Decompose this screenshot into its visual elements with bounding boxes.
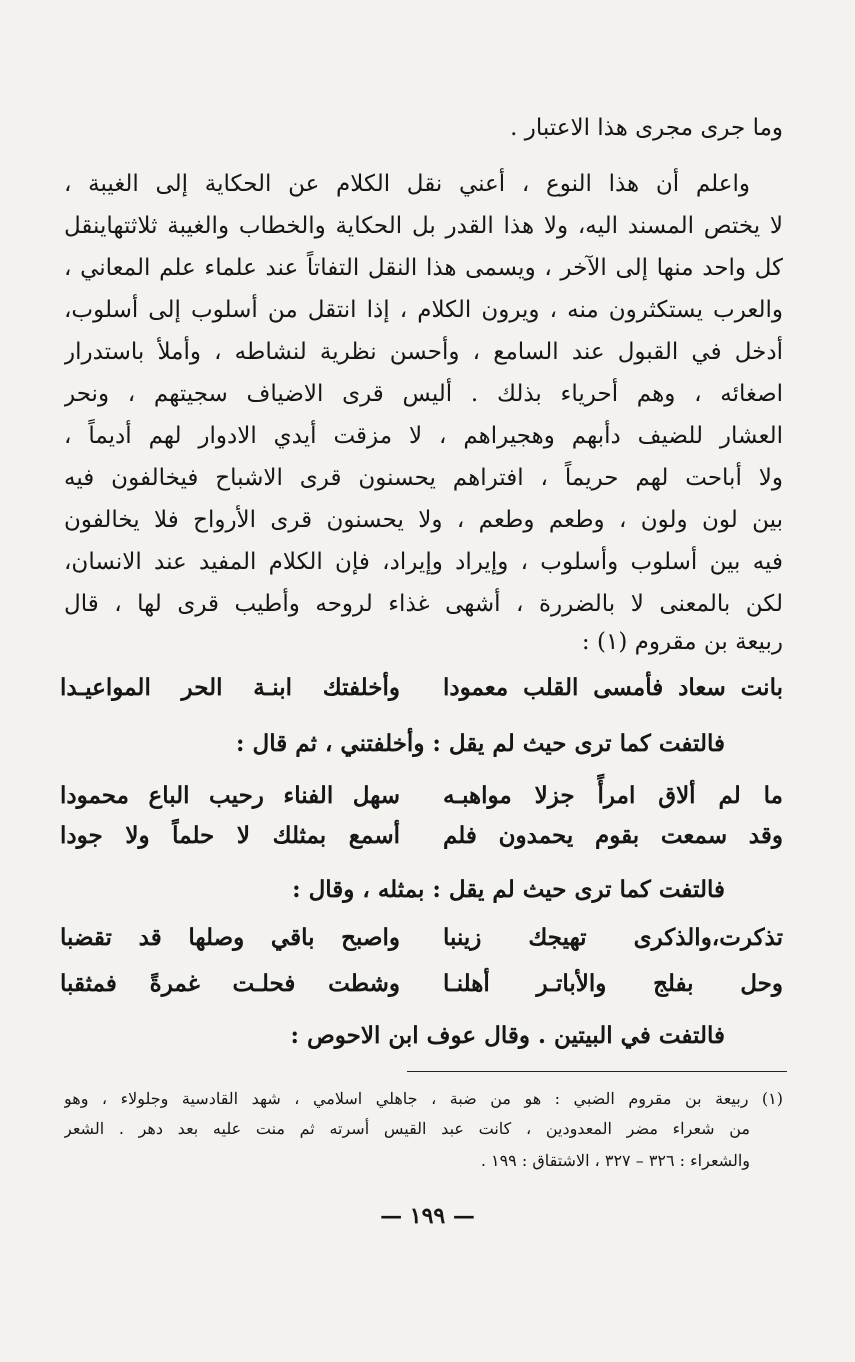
verse-second-hemistich: وشطت فحلـت غمرةً فمثقبا	[60, 970, 400, 997]
verse-second-hemistich: أسمع بمثلك لا حلماً ولا جودا	[60, 822, 400, 849]
verse-line	[60, 668, 783, 708]
verse-second-hemistich: وأخلفتك ابنـة الحر المواعيـدا	[60, 674, 400, 701]
body-line: اصغائه ، وهم أحرياء بذلك . أليس قرى الاضياف سجيتهم ، ونحر	[64, 381, 783, 407]
verse-first-hemistich: تذكرت،والذكرى تهيجك زينبا	[443, 924, 783, 951]
footnote-line: والشعراء : ٣٢٦ – ٣٢٧ ، الاشتقاق : ١٩٩ .	[480, 1151, 750, 1170]
body-line: العشار للضيف دأبهم وهجيراهم ، لا مزقت أيدي الادوار لهم أديماً ،	[64, 423, 783, 449]
page-number: — ١٩٩ —	[380, 1203, 475, 1229]
verse-second-hemistich: سهل الفناء رحيب الباع محمودا	[60, 782, 400, 809]
verse-line	[60, 816, 783, 856]
body-line: فيه بين أسلوب وأسلوب ، وإيراد وإيراد، فإن الكلام المفيد عند الانسان،	[64, 549, 783, 575]
verse-second-hemistich: واصبح باقي وصلها قد تقضبا	[60, 924, 400, 951]
footnote-separator	[407, 1071, 787, 1072]
verse-line	[60, 918, 783, 958]
narration-line: فالتفت في البيتين . وقال عوف ابن الاحوص :	[290, 1022, 725, 1049]
verse-first-hemistich: ما لم ألاق امرأً جزلا مواهبـه	[443, 782, 783, 809]
body-line: واعلم أن هذا النوع ، أعني نقل الكلام عن الحكاية إلى الغيبة ،	[64, 171, 750, 197]
body-line: ولا أباحت لهم حريماً ، افتراهم يحسنون قرى الاشباح فيخالفون فيه	[64, 465, 783, 491]
body-line: لكن بالمعنى لا بالضررة ، أشهى غذاء لروحه وأطيب قرى لها ، قال	[64, 591, 783, 617]
body-line: وما جرى مجرى هذا الاعتبار .	[510, 115, 783, 141]
footnote-line: من شعراء مضر المعدودين ، كانت عبد القيس أسرته ثم منت عليه بعد دهر . الشعر	[64, 1119, 750, 1138]
body-line: لا يختص المسند اليه، ولا هذا القدر بل الحكاية والخطاب والغيبة ثلاثتهاينقل	[64, 213, 783, 239]
body-line: والعرب يستكثرون منه ، ويرون الكلام ، إذا انتقل من أسلوب إلى أسلوب،	[64, 297, 783, 323]
verse-line	[60, 776, 783, 816]
verse-line	[60, 964, 783, 1004]
body-line: كل واحد منها إلى الآخر ، ويسمى هذا النقل التفاتاً عند علماء علم المعاني ،	[64, 255, 783, 281]
verse-first-hemistich: وقد سمعت بقوم يحمدون فلم	[443, 822, 783, 849]
narration-line: فالتفت كما ترى حيث لم يقل : وأخلفتني ، ثم قال :	[236, 730, 725, 757]
body-line: أدخل في القبول عند السامع ، وأحسن نظرية لنشاطه ، وأملأ باستدرار	[64, 339, 783, 365]
body-line: بين لون ولون ، وطعم وطعم ، ولا يحسنون قرى الأرواح فلا يخالفون	[64, 507, 783, 533]
verse-first-hemistich: وحل بفلج والأباتـر أهلنـا	[443, 970, 783, 997]
footnote-line: (١) ربيعة بن مقروم الضبي : هو من ضبة ، جاهلي اسلامي ، شهد القادسية وجلولاء ، وهو	[64, 1089, 783, 1108]
narration-line: فالتفت كما ترى حيث لم يقل : بمثله ، وقال :	[292, 876, 725, 903]
verse-first-hemistich: بانت سعاد فأمسى القلب معمودا	[443, 674, 783, 701]
body-line: ربيعة بن مقروم (١) :	[581, 629, 783, 655]
